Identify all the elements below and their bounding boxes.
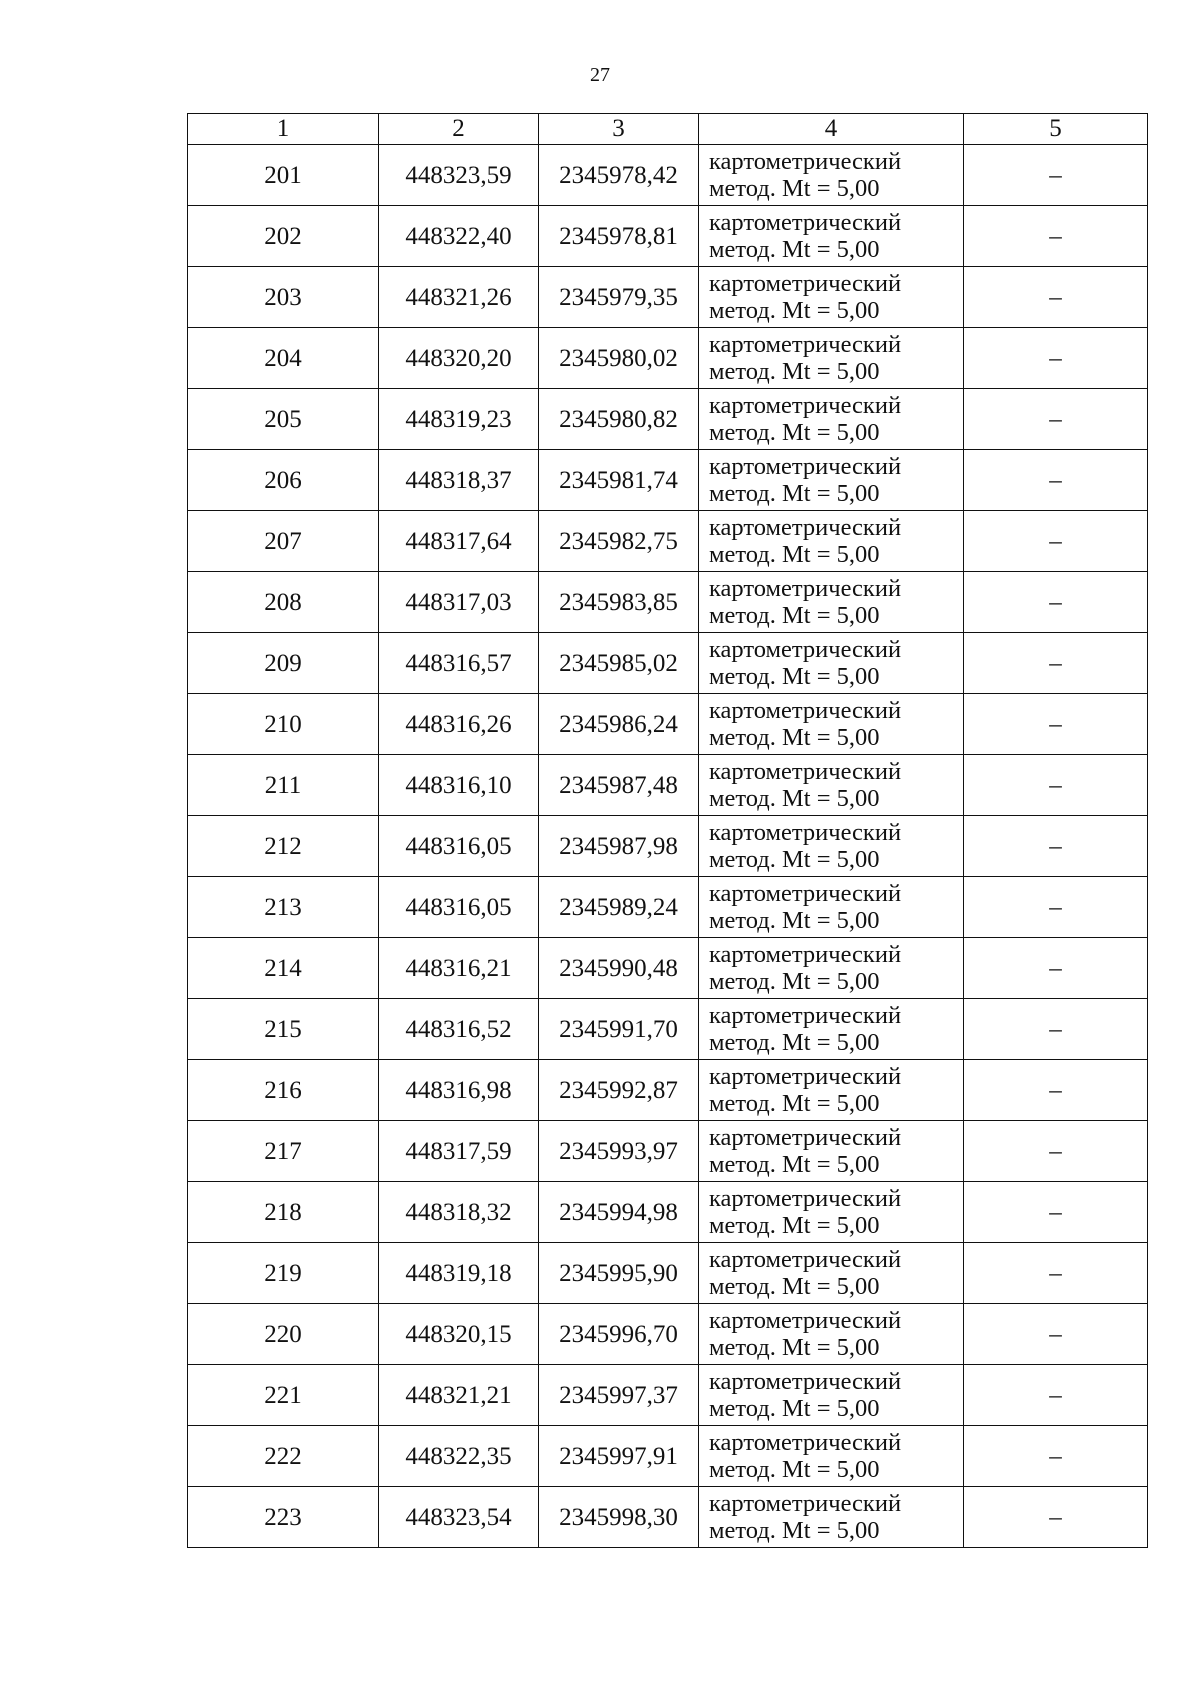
method-line-2: метод. Mt = 5,00 <box>709 480 880 507</box>
method-cell <box>699 267 964 328</box>
point-number-cell: 208 <box>188 572 379 633</box>
table-row <box>188 999 1148 1060</box>
y-coordinate-cell: 2345998,30 <box>539 1487 699 1548</box>
y-coordinate-cell: 2345997,37 <box>539 1365 699 1426</box>
method-cell <box>699 1121 964 1182</box>
method-line-2: метод. Mt = 5,00 <box>709 968 880 995</box>
point-number-cell: 216 <box>188 1060 379 1121</box>
point-number-cell: 207 <box>188 511 379 572</box>
x-coordinate-cell: 448316,10 <box>379 755 539 816</box>
x-coordinate-cell: 448322,35 <box>379 1426 539 1487</box>
method-line-2: метод. Mt = 5,00 <box>709 1456 880 1483</box>
method-line-1: картометрический <box>709 697 902 724</box>
x-coordinate-cell: 448316,26 <box>379 694 539 755</box>
x-coordinate-cell: 448316,52 <box>379 999 539 1060</box>
method-cell <box>699 755 964 816</box>
table-body <box>188 145 1148 1548</box>
table-row <box>188 267 1148 328</box>
note-cell: – <box>964 938 1148 999</box>
table-row <box>188 145 1148 206</box>
note-cell: – <box>964 755 1148 816</box>
method-cell <box>699 816 964 877</box>
table-row <box>188 755 1148 816</box>
x-coordinate-cell: 448319,23 <box>379 389 539 450</box>
point-number-cell: 222 <box>188 1426 379 1487</box>
x-coordinate-cell: 448321,26 <box>379 267 539 328</box>
table-row <box>188 1426 1148 1487</box>
note-cell: – <box>964 328 1148 389</box>
table-row <box>188 511 1148 572</box>
method-line-2: метод. Mt = 5,00 <box>709 1151 880 1178</box>
table-row <box>188 877 1148 938</box>
method-line-2: метод. Mt = 5,00 <box>709 785 880 812</box>
x-coordinate-cell: 448316,57 <box>379 633 539 694</box>
method-line-1: картометрический <box>709 575 902 602</box>
method-line-1: картометрический <box>709 1368 902 1395</box>
point-number-cell: 217 <box>188 1121 379 1182</box>
point-number-cell: 223 <box>188 1487 379 1548</box>
method-line-1: картометрический <box>709 270 902 297</box>
method-line-1: картометрический <box>709 1490 902 1517</box>
table-row <box>188 816 1148 877</box>
y-coordinate-cell: 2345987,98 <box>539 816 699 877</box>
header-col-1: 1 <box>188 114 379 145</box>
method-line-1: картометрический <box>709 453 902 480</box>
note-cell: – <box>964 450 1148 511</box>
table-row <box>188 1243 1148 1304</box>
method-line-1: картометрический <box>709 392 902 419</box>
table-row <box>188 694 1148 755</box>
method-line-2: метод. Mt = 5,00 <box>709 1212 880 1239</box>
point-number-cell: 215 <box>188 999 379 1060</box>
method-line-2: метод. Mt = 5,00 <box>709 907 880 934</box>
method-line-2: метод. Mt = 5,00 <box>709 1029 880 1056</box>
method-cell <box>699 877 964 938</box>
note-cell: – <box>964 1182 1148 1243</box>
table-row <box>188 1304 1148 1365</box>
method-cell <box>699 999 964 1060</box>
table-row <box>188 1487 1148 1548</box>
y-coordinate-cell: 2345990,48 <box>539 938 699 999</box>
y-coordinate-cell: 2345981,74 <box>539 450 699 511</box>
x-coordinate-cell: 448320,15 <box>379 1304 539 1365</box>
note-cell: – <box>964 1121 1148 1182</box>
method-cell <box>699 1365 964 1426</box>
method-line-1: картометрический <box>709 819 902 846</box>
y-coordinate-cell: 2345982,75 <box>539 511 699 572</box>
method-line-1: картометрический <box>709 1185 902 1212</box>
point-number-cell: 213 <box>188 877 379 938</box>
point-number-cell: 221 <box>188 1365 379 1426</box>
header-col-5: 5 <box>964 114 1148 145</box>
method-line-2: метод. Mt = 5,00 <box>709 1334 880 1361</box>
note-cell: – <box>964 816 1148 877</box>
x-coordinate-cell: 448317,03 <box>379 572 539 633</box>
method-cell <box>699 694 964 755</box>
y-coordinate-cell: 2345996,70 <box>539 1304 699 1365</box>
method-cell <box>699 1182 964 1243</box>
point-number-cell: 211 <box>188 755 379 816</box>
method-cell <box>699 145 964 206</box>
point-number-cell: 204 <box>188 328 379 389</box>
header-col-3: 3 <box>539 114 699 145</box>
method-cell <box>699 389 964 450</box>
x-coordinate-cell: 448316,05 <box>379 816 539 877</box>
header-col-2: 2 <box>379 114 539 145</box>
method-cell <box>699 206 964 267</box>
y-coordinate-cell: 2345995,90 <box>539 1243 699 1304</box>
method-cell <box>699 633 964 694</box>
note-cell: – <box>964 1365 1148 1426</box>
point-number-cell: 203 <box>188 267 379 328</box>
y-coordinate-cell: 2345993,97 <box>539 1121 699 1182</box>
method-line-1: картометрический <box>709 148 902 175</box>
x-coordinate-cell: 448323,59 <box>379 145 539 206</box>
method-line-2: метод. Mt = 5,00 <box>709 1090 880 1117</box>
point-number-cell: 218 <box>188 1182 379 1243</box>
point-number-cell: 206 <box>188 450 379 511</box>
x-coordinate-cell: 448316,05 <box>379 877 539 938</box>
coordinates-table <box>187 113 1148 1548</box>
note-cell: – <box>964 511 1148 572</box>
method-line-1: картометрический <box>709 1429 902 1456</box>
method-line-2: метод. Mt = 5,00 <box>709 1273 880 1300</box>
y-coordinate-cell: 2345980,82 <box>539 389 699 450</box>
y-coordinate-cell: 2345978,81 <box>539 206 699 267</box>
note-cell: – <box>964 694 1148 755</box>
note-cell: – <box>964 145 1148 206</box>
note-cell: – <box>964 572 1148 633</box>
method-line-1: картометрический <box>709 1246 902 1273</box>
method-line-2: метод. Mt = 5,00 <box>709 358 880 385</box>
y-coordinate-cell: 2345980,02 <box>539 328 699 389</box>
x-coordinate-cell: 448319,18 <box>379 1243 539 1304</box>
table-header <box>188 114 1148 145</box>
table-row <box>188 1121 1148 1182</box>
header-col-4: 4 <box>699 114 964 145</box>
y-coordinate-cell: 2345987,48 <box>539 755 699 816</box>
method-line-1: картометрический <box>709 209 902 236</box>
y-coordinate-cell: 2345986,24 <box>539 694 699 755</box>
page-number: 27 <box>590 64 610 86</box>
method-line-2: метод. Mt = 5,00 <box>709 1395 880 1422</box>
y-coordinate-cell: 2345989,24 <box>539 877 699 938</box>
method-cell <box>699 1060 964 1121</box>
note-cell: – <box>964 267 1148 328</box>
y-coordinate-cell: 2345991,70 <box>539 999 699 1060</box>
y-coordinate-cell: 2345983,85 <box>539 572 699 633</box>
note-cell: – <box>964 1304 1148 1365</box>
method-line-1: картометрический <box>709 880 902 907</box>
point-number-cell: 214 <box>188 938 379 999</box>
x-coordinate-cell: 448321,21 <box>379 1365 539 1426</box>
method-cell <box>699 1243 964 1304</box>
note-cell: – <box>964 1487 1148 1548</box>
note-cell: – <box>964 206 1148 267</box>
table-row <box>188 572 1148 633</box>
x-coordinate-cell: 448318,32 <box>379 1182 539 1243</box>
note-cell: – <box>964 1243 1148 1304</box>
method-cell <box>699 450 964 511</box>
note-cell: – <box>964 389 1148 450</box>
method-line-1: картометрический <box>709 1063 902 1090</box>
x-coordinate-cell: 448316,98 <box>379 1060 539 1121</box>
table-row <box>188 450 1148 511</box>
note-cell: – <box>964 1060 1148 1121</box>
point-number-cell: 201 <box>188 145 379 206</box>
point-number-cell: 205 <box>188 389 379 450</box>
point-number-cell: 212 <box>188 816 379 877</box>
method-cell <box>699 572 964 633</box>
method-line-1: картометрический <box>709 1307 902 1334</box>
y-coordinate-cell: 2345985,02 <box>539 633 699 694</box>
table-row <box>188 328 1148 389</box>
table-row <box>188 1060 1148 1121</box>
method-line-2: метод. Mt = 5,00 <box>709 297 880 324</box>
method-cell <box>699 511 964 572</box>
method-line-1: картометрический <box>709 636 902 663</box>
header-row <box>188 114 1148 145</box>
point-number-cell: 220 <box>188 1304 379 1365</box>
y-coordinate-cell: 2345994,98 <box>539 1182 699 1243</box>
x-coordinate-cell: 448317,64 <box>379 511 539 572</box>
method-line-1: картометрический <box>709 758 902 785</box>
note-cell: – <box>964 877 1148 938</box>
method-line-1: картометрический <box>709 331 902 358</box>
method-line-1: картометрический <box>709 1124 902 1151</box>
table-row <box>188 389 1148 450</box>
method-cell <box>699 328 964 389</box>
y-coordinate-cell: 2345992,87 <box>539 1060 699 1121</box>
method-line-2: метод. Mt = 5,00 <box>709 724 880 751</box>
note-cell: – <box>964 633 1148 694</box>
method-line-2: метод. Mt = 5,00 <box>709 175 880 202</box>
method-cell <box>699 1304 964 1365</box>
y-coordinate-cell: 2345979,35 <box>539 267 699 328</box>
y-coordinate-cell: 2345978,42 <box>539 145 699 206</box>
method-line-2: метод. Mt = 5,00 <box>709 1517 880 1544</box>
table-row <box>188 206 1148 267</box>
x-coordinate-cell: 448323,54 <box>379 1487 539 1548</box>
x-coordinate-cell: 448322,40 <box>379 206 539 267</box>
method-line-2: метод. Mt = 5,00 <box>709 541 880 568</box>
x-coordinate-cell: 448317,59 <box>379 1121 539 1182</box>
method-line-1: картометрический <box>709 514 902 541</box>
table-row <box>188 938 1148 999</box>
method-line-2: метод. Mt = 5,00 <box>709 602 880 629</box>
method-cell <box>699 1487 964 1548</box>
method-line-2: метод. Mt = 5,00 <box>709 419 880 446</box>
x-coordinate-cell: 448320,20 <box>379 328 539 389</box>
x-coordinate-cell: 448318,37 <box>379 450 539 511</box>
method-line-1: картометрический <box>709 941 902 968</box>
method-line-1: картометрический <box>709 1002 902 1029</box>
x-coordinate-cell: 448316,21 <box>379 938 539 999</box>
method-cell <box>699 1426 964 1487</box>
point-number-cell: 210 <box>188 694 379 755</box>
note-cell: – <box>964 1426 1148 1487</box>
method-line-2: метод. Mt = 5,00 <box>709 663 880 690</box>
method-line-2: метод. Mt = 5,00 <box>709 846 880 873</box>
point-number-cell: 202 <box>188 206 379 267</box>
y-coordinate-cell: 2345997,91 <box>539 1426 699 1487</box>
table-row <box>188 1182 1148 1243</box>
point-number-cell: 219 <box>188 1243 379 1304</box>
table-row <box>188 633 1148 694</box>
method-line-2: метод. Mt = 5,00 <box>709 236 880 263</box>
point-number-cell: 209 <box>188 633 379 694</box>
note-cell: – <box>964 999 1148 1060</box>
table-row <box>188 1365 1148 1426</box>
method-cell <box>699 938 964 999</box>
